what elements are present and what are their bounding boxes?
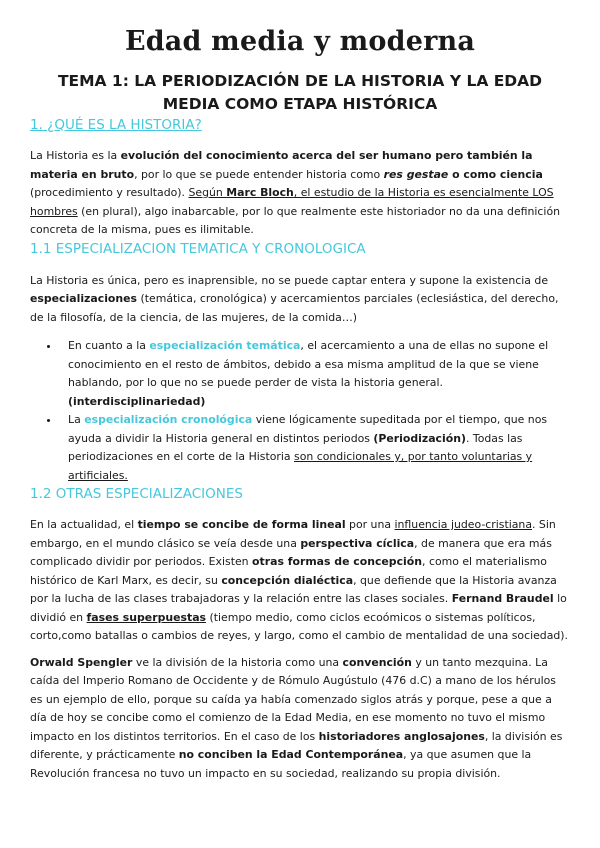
paragraph-spengler: Orwald Spengler ve la división de la historia como una convención y un tanto mezquina. La caída del Imperio Romano de Occidente y de Rómulo Augústulo (476 d.C) a mano de los hérulos es un ejemplo de ello, porque su caída ya había comenzado siglos atrás y porque, pese a que a día de hoy se concibe como el comienzo de la Edad Media, en ese momento no tuvo el mismo impacto en los distintos territorios. En el caso de los historiadores anglosajones, la división es diferente, y prácticamente no conciben la Edad Contemporánea, ya que asumen que la Revolución francesa no tuvo un impacto en su sociedad, realizando su propia división. [30, 655, 563, 780]
topic-subtitle: TEMA 1: LA PERIODIZACIÓN DE LA HISTORIA Y LA EDAD MEDIA COMO ETAPA HISTÓRICA [57, 72, 543, 113]
specialization-list [30, 337, 570, 485]
paragraph-otras-especializaciones: En la actualidad, el tiempo se concibe de forma lineal por una influencia judeo-cristiana. Sin embargo, en el mundo clásico se veía desde una perspectiva cíclica, de manera que era más complicado dividir por periodos. Existen otras formas de concepción, como el materialismo histórico de Karl Marx, es decir, su concepción dialéctica, que defiende que la Historia avanza por la lucha de las clases trabajadoras y la relación entre las clases sociales. Fernand Braudel lo dividió en fases superpuestas (tiempo medio, como ciclos ecoómicos o sistemas políticos, corto,como batallas o cambios de reyes, y largo, como el cambio de mentalidad de una sociedad). [30, 518, 569, 642]
document-title: Edad media y moderna [124, 26, 476, 57]
section-heading-que-es-la-historia: 1. ¿QUÉ ES LA HISTORIA? [30, 117, 202, 133]
section-heading-especializacion: 1.1 ESPECIALIZACION TEMATICA Y CRONOLOGICA [30, 240, 366, 257]
paragraph-especializacion: La Historia es única, pero es inaprensible, no se puede captar entera y supone la existencia de especializaciones (temática, cronológica) y acercamientos parciales (eclesiástica, del derecho, de la filosofía, de la ciencia, de las mujeres, de la comida…) [30, 273, 559, 324]
list-item-tematica: • En cuanto a la especialización temática, el acercamiento a una de ellas no supone el conocimiento en el resto de ámbitos, debido a esa misma amplitud de la que se viene hablando, por lo que no se puede perder de vista la historia general. (interdisciplinariedad) [60, 337, 570, 411]
list-item-cronologica: • La especialización cronológica viene lógicamente supeditada por el tiempo, que nos ayuda a dividir la Historia general en distintos periodos (Periodización). Todas las periodizaciones en el corte de la Historia son condicionales y, por tanto voluntarias y artificiales. [60, 411, 570, 485]
section-heading-otras-especializaciones: 1.2 OTRAS ESPECIALIZACIONES [30, 486, 243, 502]
paragraph-que-es-la-historia: La Historia es la evolución del conocimiento acerca del ser humano pero también la materia en bruto, por lo que se puede entender historia como res gestae o como ciencia (procedimiento y resultado). Según Marc Bloch, el estudio de la Historia es esencialmente LOS hombres (en plural), algo inabarcable, por lo que realmente este historiador no da una definición concreta de la misma, pues es ilimitable. [30, 149, 561, 236]
